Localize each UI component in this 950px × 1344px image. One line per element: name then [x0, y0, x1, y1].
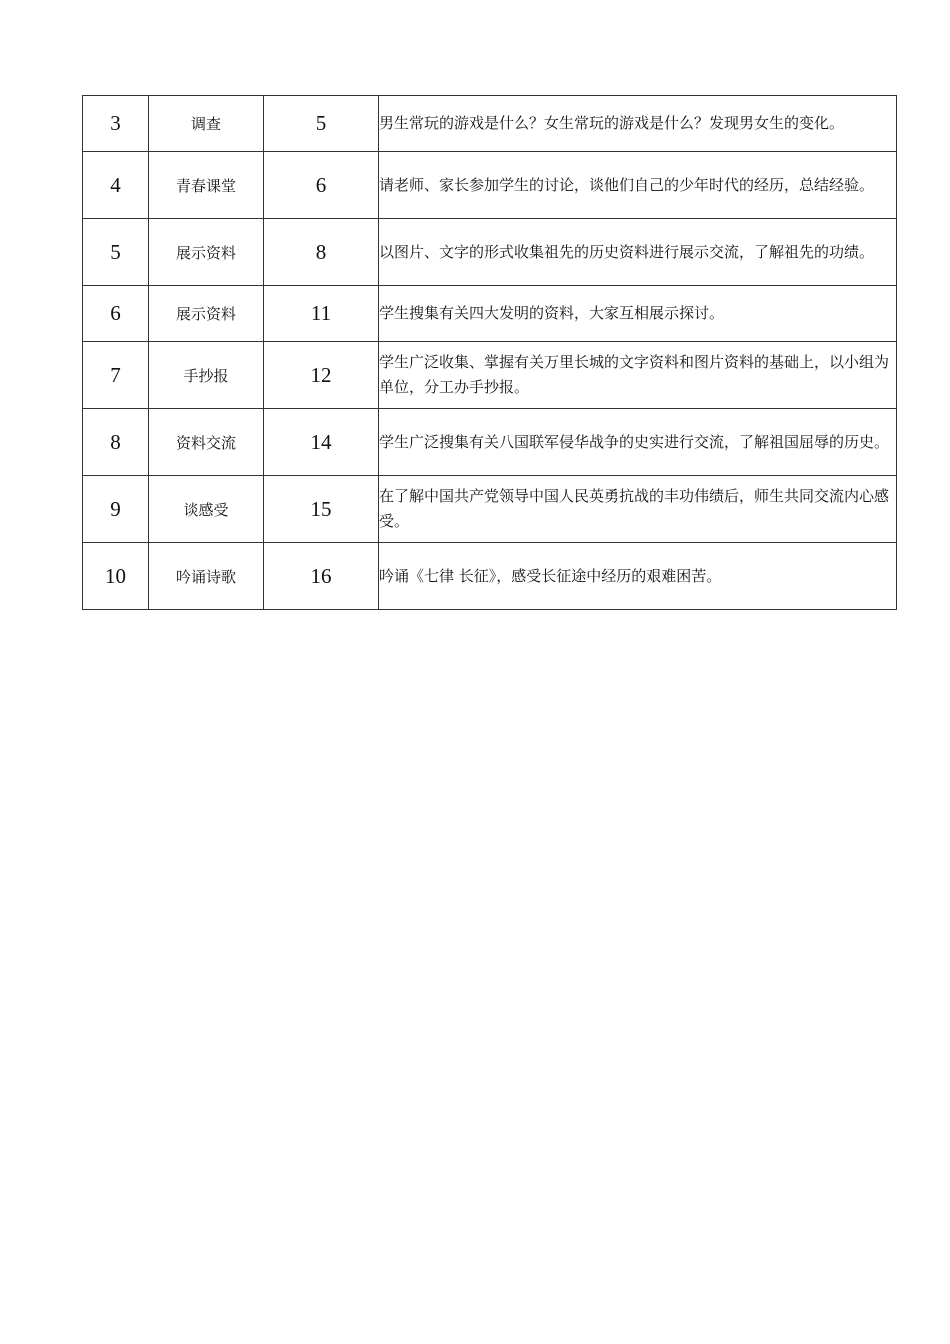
activity-name: 手抄报 [149, 342, 264, 409]
table-row [83, 96, 897, 152]
activity-number: 3 [83, 96, 149, 152]
activity-description: 以图片、文字的形式收集祖先的历史资料进行展示交流，了解祖先的功绩。 [379, 219, 897, 286]
activity-description: 学生广泛搜集有关八国联军侵华战争的史实进行交流，了解祖国屈辱的历史。 [379, 409, 897, 476]
table-row [83, 409, 897, 476]
activity-number: 5 [83, 219, 149, 286]
activity-number: 4 [83, 152, 149, 219]
activity-table [82, 95, 897, 610]
activity-description: 男生常玩的游戏是什么？女生常玩的游戏是什么？发现男女生的变化。 [379, 96, 897, 152]
activity-page: 6 [264, 152, 379, 219]
activity-page: 12 [264, 342, 379, 409]
activity-page: 14 [264, 409, 379, 476]
activity-description: 吟诵《七律 长征》，感受长征途中经历的艰难困苦。 [379, 543, 897, 610]
table-row [83, 543, 897, 610]
activity-page: 5 [264, 96, 379, 152]
activity-description: 在了解中国共产党领导中国人民英勇抗战的丰功伟绩后，师生共同交流内心感受。 [379, 476, 897, 543]
activity-page: 8 [264, 219, 379, 286]
table-row [83, 286, 897, 342]
activity-page: 11 [264, 286, 379, 342]
activity-name: 谈感受 [149, 476, 264, 543]
table-row [83, 476, 897, 543]
activity-description: 学生搜集有关四大发明的资料，大家互相展示探讨。 [379, 286, 897, 342]
table-row [83, 342, 897, 409]
activity-description: 学生广泛收集、掌握有关万里长城的文字资料和图片资料的基础上，以小组为单位，分工办手抄报。 [379, 342, 897, 409]
activity-page: 16 [264, 543, 379, 610]
activity-number: 9 [83, 476, 149, 543]
activity-number: 6 [83, 286, 149, 342]
activity-name: 资料交流 [149, 409, 264, 476]
activity-page: 15 [264, 476, 379, 543]
table-row [83, 152, 897, 219]
activity-name: 展示资料 [149, 219, 264, 286]
activity-name: 吟诵诗歌 [149, 543, 264, 610]
activity-number: 10 [83, 543, 149, 610]
activity-name: 调查 [149, 96, 264, 152]
table-row [83, 219, 897, 286]
activity-name: 青春课堂 [149, 152, 264, 219]
activity-number: 7 [83, 342, 149, 409]
activity-name: 展示资料 [149, 286, 264, 342]
activity-number: 8 [83, 409, 149, 476]
activity-description: 请老师、家长参加学生的讨论，谈他们自己的少年时代的经历，总结经验。 [379, 152, 897, 219]
